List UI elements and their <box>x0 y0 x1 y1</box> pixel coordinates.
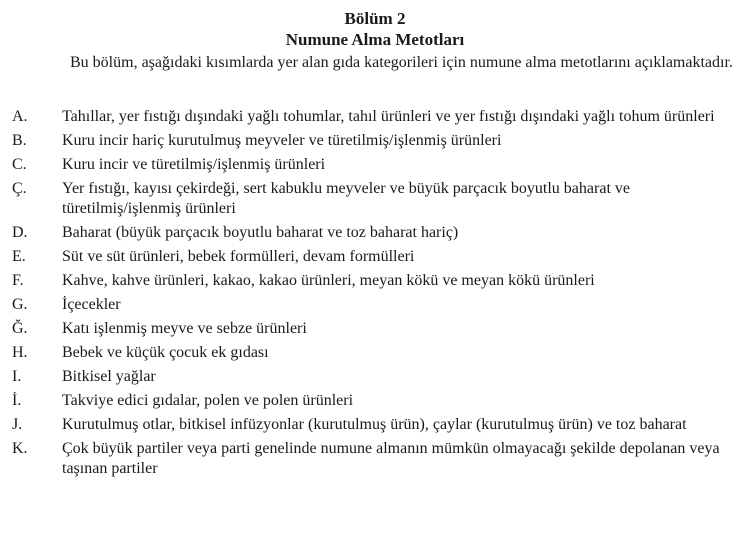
list-item-letter: Ğ. <box>12 320 28 337</box>
list-item <box>0 439 740 479</box>
list-item-text: Yer fıstığı, kayısı çekirdeği, sert kabuklu meyveler ve büyük parçacık boyutlu baharat ve türetilmiş/işlenmiş ürünleri <box>62 180 630 217</box>
list-item-letter: D. <box>12 224 28 241</box>
category-list <box>0 107 740 483</box>
list-item-text: Kuru incir hariç kurutulmuş meyveler ve türetilmiş/işlenmiş ürünleri <box>62 132 502 149</box>
list-item-letter: Ç. <box>12 180 27 197</box>
list-item-letter: I. <box>12 368 22 385</box>
list-item <box>0 271 740 291</box>
list-item-text: Kuru incir ve türetilmiş/işlenmiş ürünleri <box>62 156 326 173</box>
list-item <box>0 131 740 151</box>
list-item-letter: B. <box>12 132 27 149</box>
list-item-text: Bebek ve küçük çocuk ek gıdası <box>62 344 269 361</box>
list-item <box>0 391 740 411</box>
list-item-text: Çok büyük partiler veya parti genelinde numune almanın mümkün olmayacağı şekilde depolanan veya taşınan partiler <box>62 440 720 477</box>
list-item-text: Takviye edici gıdalar, polen ve polen ürünleri <box>62 392 354 409</box>
list-item-text: Kurutulmuş otlar, bitkisel infüzyonlar (kurutulmuş ürün), çaylar (kurutulmuş ürün) ve toz baharat <box>62 416 687 433</box>
list-item-letter: F. <box>12 272 24 289</box>
list-item-text: Bitkisel yağlar <box>62 368 156 385</box>
list-item-letter: A. <box>12 108 28 125</box>
list-item-text: İçecekler <box>62 296 121 313</box>
intro-paragraph: Bu bölüm, aşağıdaki kısımlarda yer alan gıda kategorileri için numune alma metotlarını açıklamaktadır. <box>70 54 733 71</box>
list-item-letter: K. <box>12 440 28 457</box>
list-item-letter: H. <box>12 344 28 361</box>
list-item <box>0 319 740 339</box>
list-item <box>0 415 740 435</box>
list-item-letter: E. <box>12 248 26 265</box>
list-item <box>0 107 740 127</box>
list-item-letter: J. <box>12 416 23 433</box>
list-item-text: Tahıllar, yer fıstığı dışındaki yağlı tohumlar, tahıl ürünleri ve yer fıstığı dışındaki yağlı tohum ürünleri <box>62 108 715 125</box>
list-item-letter: İ. <box>12 392 22 409</box>
list-item <box>0 247 740 267</box>
list-item-text: Katı işlenmiş meyve ve sebze ürünleri <box>62 320 307 337</box>
list-item-text: Baharat (büyük parçacık boyutlu baharat ve toz baharat hariç) <box>62 224 459 241</box>
list-item <box>0 367 740 387</box>
list-item <box>0 155 740 175</box>
list-item-letter: C. <box>12 156 27 173</box>
list-item <box>0 343 740 363</box>
list-item-letter: G. <box>12 296 28 313</box>
list-item <box>0 295 740 315</box>
list-item <box>0 223 740 243</box>
section-title: Numune Alma Metotları <box>285 30 465 49</box>
list-item <box>0 179 740 219</box>
chapter-heading: Bölüm 2 <box>344 9 406 28</box>
list-item-text: Süt ve süt ürünleri, bebek formülleri, devam formülleri <box>62 248 415 265</box>
list-item-text: Kahve, kahve ürünleri, kakao, kakao ürünleri, meyan kökü ve meyan kökü ürünleri <box>62 272 595 289</box>
